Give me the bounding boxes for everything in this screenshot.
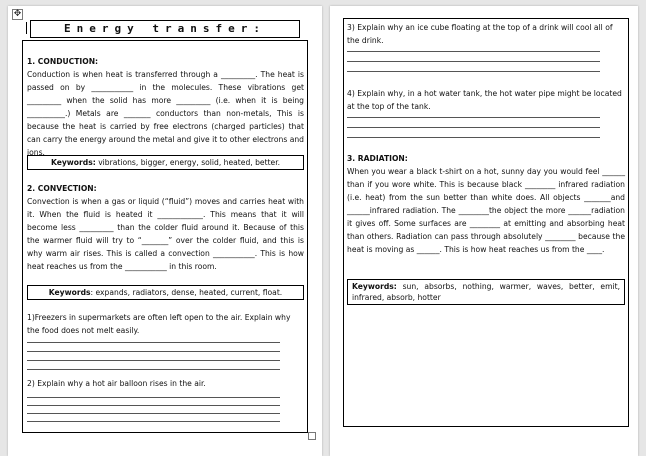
answer-line[interactable] (347, 117, 600, 118)
page-title: Energy transfer: (30, 20, 300, 38)
answer-line[interactable] (347, 137, 600, 138)
answer-line[interactable] (27, 413, 280, 414)
answer-line[interactable] (347, 127, 600, 128)
answer-line[interactable] (347, 71, 600, 72)
question-2: 2) Explain why a hot air balloon rises in the air. (27, 379, 206, 388)
radiation-text: When you wear a black t-shirt on a hot, sunny day you would feel ______ than if you wore white. This is because black ________ infrared radiation (i.e. heat) from the sun better than white does. All objects _______and ______infrared radiation. The ________the object the more ______radiation it gives off. Some surfaces are ________ at emitting and absorbing heat than others. Radiation can pass through absolutely ________ because the heat is moving as ______. This is how heat reaches us from the ____. (347, 167, 625, 254)
question-1: 1)Freezers in supermarkets are often left open to the air. Explain why the food does not melt easily. (27, 313, 291, 335)
answer-line[interactable] (27, 360, 280, 361)
answer-line[interactable] (347, 51, 600, 52)
conduction-keywords (27, 155, 304, 170)
answer-line[interactable] (27, 405, 280, 406)
conduction-text: Conduction is when heat is transferred through a _________. The heat is passed on by ___________ in the molecules. These vibrations get _________ when the solid has more _________ (i.e. when it is being __________.) Metals are _______ conductors than non-metals, This is because the heat is carried by free electrons (charged particles) that can carry the energy around the metal and give it to other electrons and ions. (27, 70, 304, 157)
answer-line[interactable] (27, 397, 280, 398)
answer-line[interactable] (27, 421, 280, 422)
answer-line[interactable] (27, 369, 280, 370)
table-move-handle-icon[interactable]: ✥ (13, 9, 22, 19)
convection-keywords-label: Keywords (48, 288, 91, 297)
conduction-keywords-label: Keywords: (50, 158, 96, 167)
text-cursor (26, 22, 27, 34)
radiation-keywords-label: Keywords: (352, 282, 397, 291)
answer-line[interactable] (347, 61, 600, 62)
radiation-keywords-list: sun, absorbs, nothing, warmer, waves, better, emit, infrared, absorb, hotter (352, 282, 620, 302)
conduction-keywords-list: vibrations, bigger, energy, solid, heated, better. (98, 158, 281, 167)
radiation-keywords (347, 279, 625, 305)
convection-keywords (27, 285, 304, 300)
convection-text: Convection is when a gas or liquid (“fluid”) moves and carries heat with it. When the fluid is heated it ____________. This means that it will become less _________ than the colder fluid around it. Because of this the warmer fluid will try to “_______” over the colder fluid, and this is why warm air rises. This is called a convection ___________. This is how heat reaches us from the ___________ in this room. (27, 197, 304, 271)
question-4: 4) Explain why, in a hot water tank, the hot water pipe might be located at the top of the tank. (347, 89, 622, 111)
conduction-heading: 1. CONDUCTION: (27, 57, 99, 66)
radiation-heading: 3. RADIATION: (347, 154, 408, 163)
answer-line[interactable] (27, 342, 280, 343)
convection-heading: 2. CONVECTION: (27, 184, 97, 193)
convection-keywords-list: : expands, radiators, dense, heated, current, float. (90, 288, 283, 297)
answer-line[interactable] (27, 351, 280, 352)
table-resize-handle[interactable] (308, 432, 316, 440)
question-3: 3) Explain why an ice cube floating at the top of a drink will cool all of the drink. (347, 23, 613, 45)
